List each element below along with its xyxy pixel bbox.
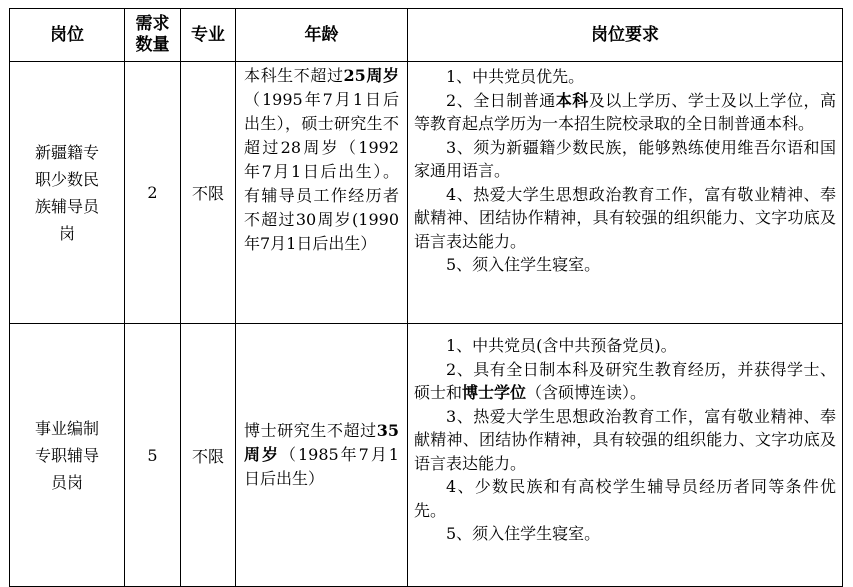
requirement-item: 5、须入住学生寝室。 [446,524,601,543]
position-cell: 事业编制专职辅导员岗 [10,324,125,587]
requirement-highlight: 本科 [555,90,589,110]
age-text: 博士研究生不超过 [244,421,377,440]
requirement-highlight: 博士学位 [462,383,527,402]
requirement-item: 1、中共党员(含中共预备党员)。 [446,336,677,355]
position-cell: 新疆籍专职少数民族辅导员岗 [10,62,125,324]
requirement-item: 3、热爱大学生思想政治教育工作，富有敬业精神、奉献精神、团结协作精神，具有较强的组织能力、文字功底及语言表达能力。 [414,406,836,473]
requirement-item: 1、中共党员优先。 [446,67,585,86]
requirement-item: 4、热爱大学生思想政治教育工作，富有敬业精神、奉献精神、团结协作精神，具有较强的组织能力、文字功底及语言表达能力。 [414,184,836,251]
requirement-item: 4、少数民族和有高校学生辅导员经历者同等条件优先。 [414,477,836,520]
header-requirements: 岗位要求 [408,9,843,62]
quantity-cell: 2 [125,62,181,324]
header-position: 岗位 [10,9,125,62]
requirement-text: 及以上学历、学士及以上学位，高等教育起点学历为一本招生院校录取的全日制普通本科。 [414,90,836,133]
requirement-item: 5、须入住学生寝室。 [446,255,601,274]
table-row [10,62,843,324]
requirement-text: （含硕博连读）。 [526,383,647,402]
age-limit: 35周岁 [244,421,399,464]
requirement-text: 2、全日制普通 [446,90,556,110]
requirements-cell [408,324,843,587]
header-quantity-label: 需求数量 [135,14,170,55]
header-age: 年龄 [236,9,408,62]
age-text: 本科生不超过 [244,66,344,85]
major-cell: 不限 [181,324,236,587]
header-row [10,9,843,62]
recruitment-table [9,8,843,587]
requirement-text: 2、具有全日制本科及研究生教育经历，并获得学士、硕士和 [414,359,836,402]
major-cell: 不限 [181,62,236,324]
requirement-item: 3、须为新疆籍少数民族，能够熟练使用维吾尔语和国家通用语言。 [414,137,836,180]
age-cell [236,62,408,324]
age-text: （1985年7月1日后出生） [244,445,399,488]
header-major: 专业 [181,9,236,62]
age-text: （1995年7月1日后出生），硕士研究生不超过28周岁（1992年7月1日后出生）。有辅导员工作经历者不超过30周岁(1990年7月1日后出生） [244,90,399,253]
requirements-cell [408,62,843,324]
requirement-item [414,358,836,405]
requirement-item [414,89,836,136]
age-limit: 25周岁 [343,66,399,85]
header-quantity [125,9,181,62]
age-cell [236,324,408,587]
quantity-cell: 5 [125,324,181,587]
table-row [10,324,843,587]
